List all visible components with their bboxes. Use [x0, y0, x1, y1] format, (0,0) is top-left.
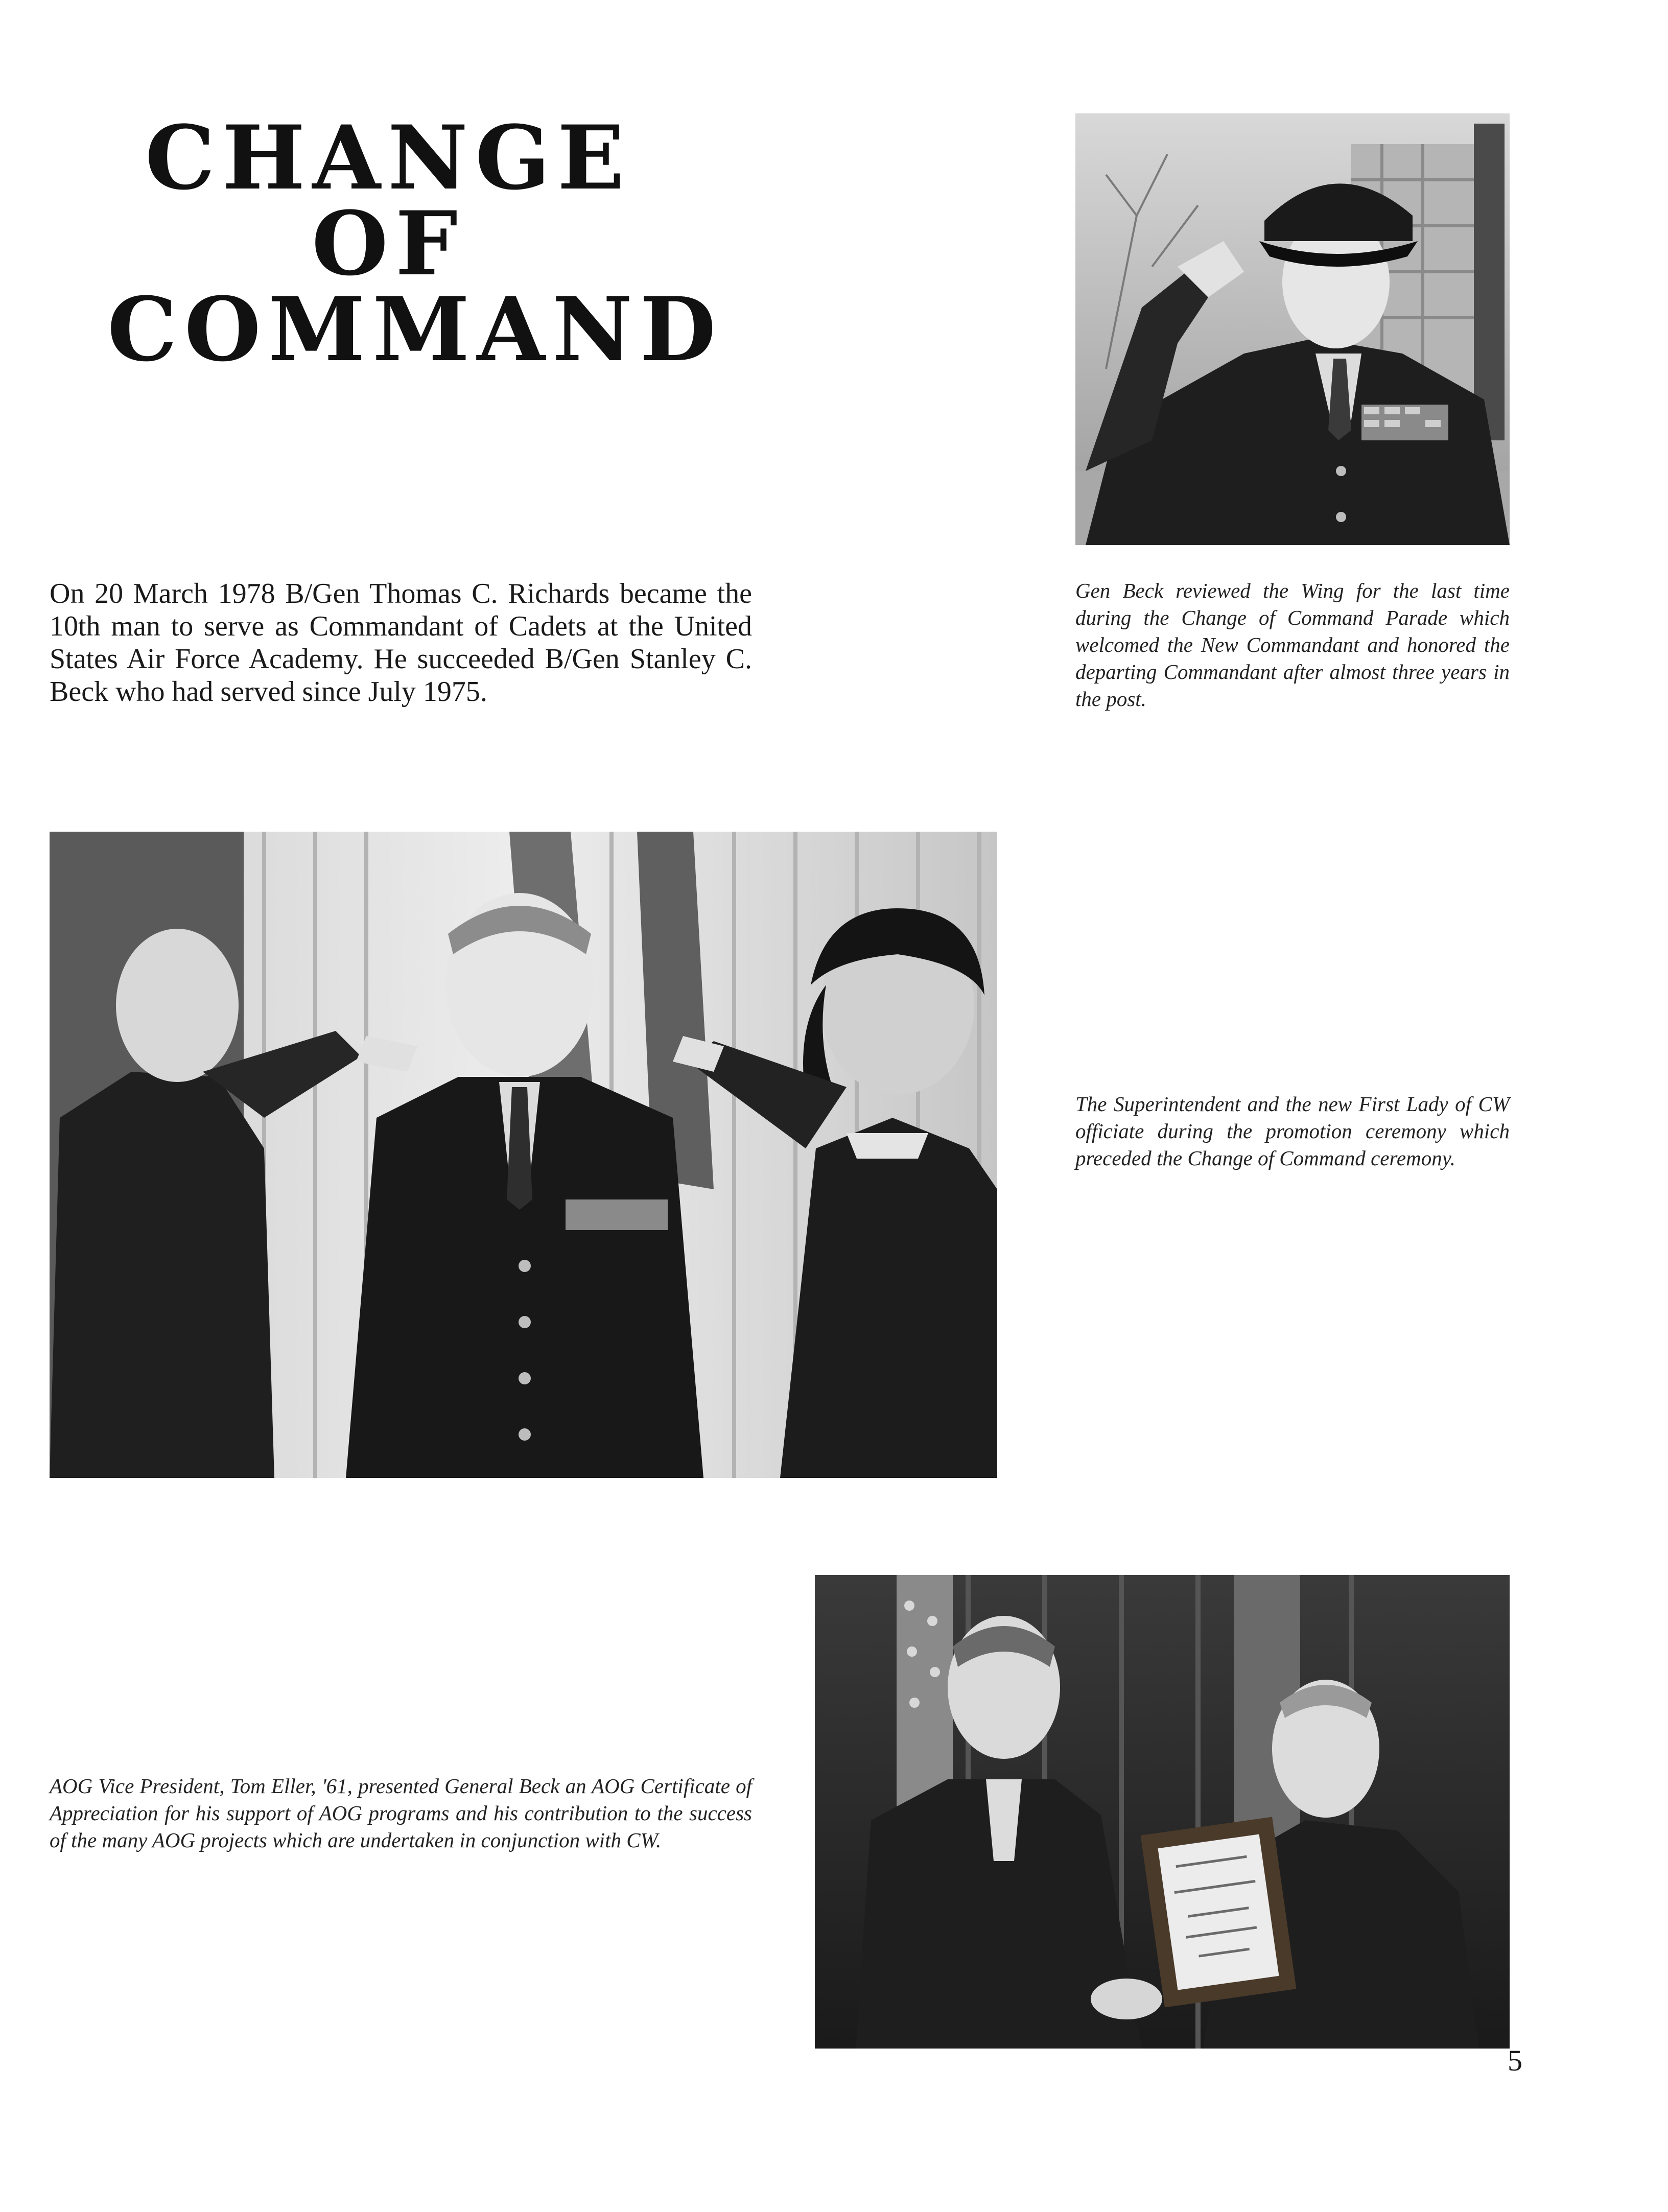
intro-paragraph: On 20 March 1978 B/Gen Thomas C. Richards became the 10th man to serve as Commandant of Cadets at the United States Air Force Academy. He succeeded B/Gen Stanley C. Beck who had served since July 1975.	[50, 578, 752, 708]
page-number: 5	[1508, 2044, 1522, 2077]
promotion-photo-caption: The Superintendent and the new First Lady of CW officiate during the promotion ceremony which preceded the Change of Command ceremony.	[1075, 1092, 1510, 1170]
promotion-ceremony-photo	[50, 832, 997, 1478]
title-line-3: COMMAND	[107, 277, 723, 381]
title-line-1: CHANGE	[145, 106, 632, 209]
salute-photo	[1075, 113, 1510, 545]
certificate-photo-caption: AOG Vice President, Tom Eller, '61, presented General Beck an AOG Certificate of Appreciation for his support of AOG programs and his contribution to the success of the many AOG projects which are undertaken in conjunction with CW.	[50, 1774, 752, 1852]
title-line-2: OF	[312, 192, 465, 295]
salute-photo-caption: Gen Beck reviewed the Wing for the last time during the Change of Command Parade which welcomed the New Commandant and honored the departing Commandant after almost three years in the post.	[1075, 579, 1510, 711]
certificate-presentation-photo	[815, 1575, 1510, 2049]
page-title	[107, 106, 723, 381]
